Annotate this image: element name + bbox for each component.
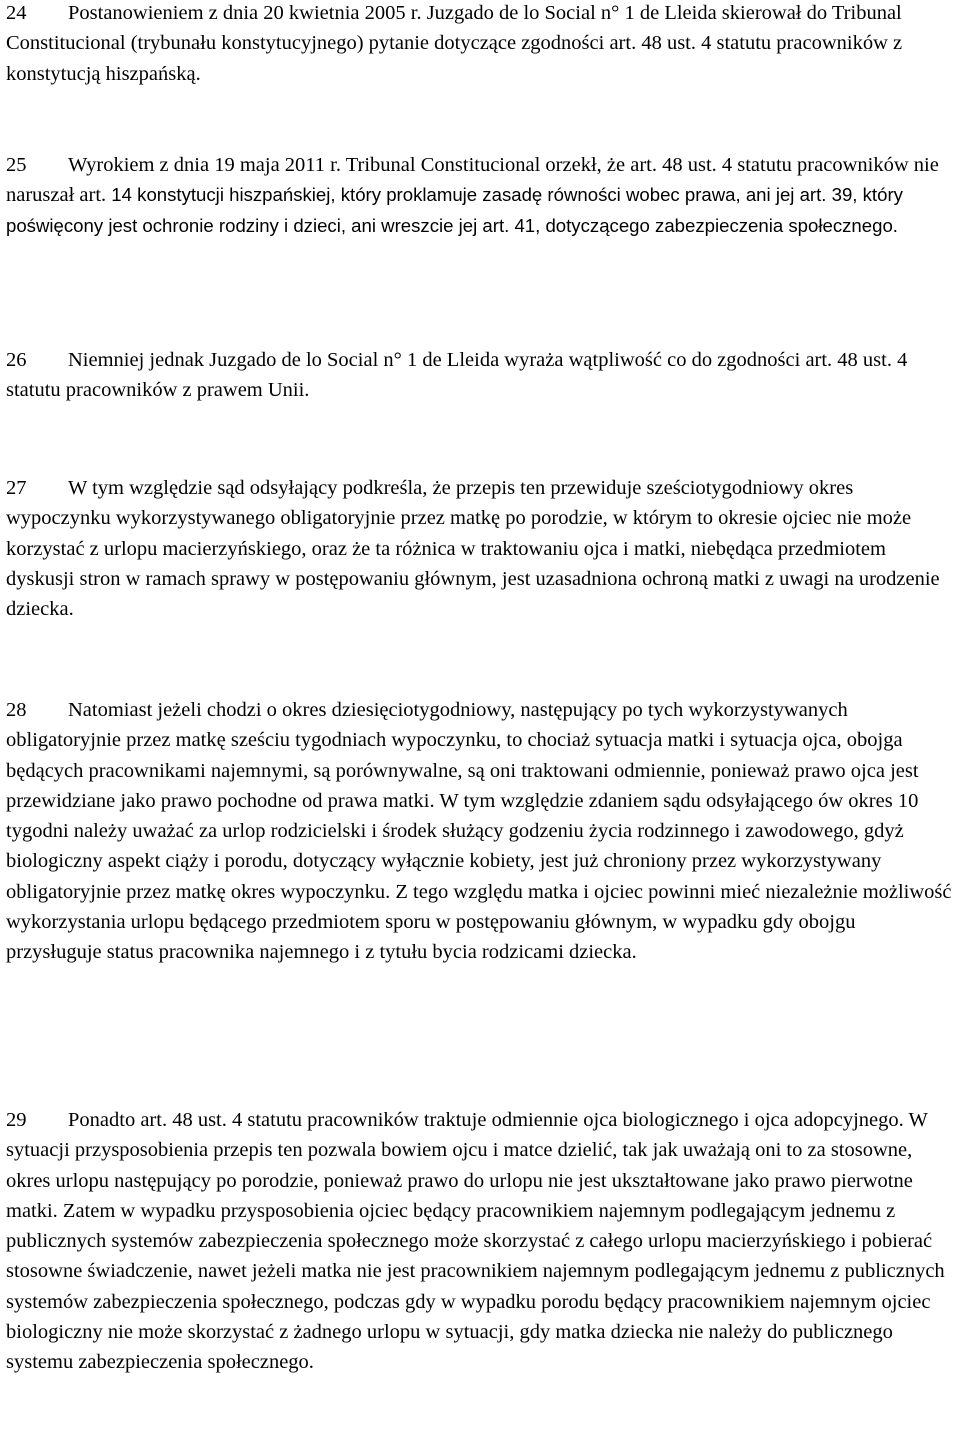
paragraph-text: Wyrokiem z dnia 19 maja 2011 r. Tribunal Constitucional orzekł, że art. 48 ust. 4 statutu pracowników nie naruszał art.: [6, 154, 939, 207]
paragraph-27: [6, 473, 956, 624]
paragraph-number: 26: [6, 349, 27, 371]
paragraph-number: 29: [6, 1109, 27, 1131]
paragraph-29: [6, 1105, 956, 1378]
paragraph-number: 27: [6, 477, 27, 499]
paragraph-26: [6, 345, 956, 406]
paragraph-number: 24: [6, 2, 27, 24]
paragraph-24: [6, 0, 956, 89]
paragraph-text: Postanowieniem z dnia 20 kwietnia 2005 r. Juzgado de lo Social n° 1 de Lleida skierował do Tribunal Constitucional (trybunału konstytucyjnego) pytanie dotyczące zgodności art. 48 ust. 4 statutu pracowników z konstytucją hiszpańską.: [6, 2, 903, 85]
paragraph-text: Natomiast jeżeli chodzi o okres dziesięciotygodniowy, następujący po tych wykorzystywanych obligatoryjnie przez matkę sześciu tygodniach wypoczynku, to chociaż sytuacja matki i sytuacja ojca, obojga będących pracownikami najemnymi, są porównywalne, są oni traktowani odmiennie, ponieważ prawo ojca jest przewidziane jako prawo pochodne od prawa matki. W tym względzie zdaniem sądu odsyłającego ów okres 10 tygodni należy uważać za urlop rodzicielski i środek służący godzeniu życia rodzinnego i zawodowego, gdyż biologiczny aspekt ciąży i porodu, dotyczący wyłącznie kobiety, jest już chroniony przez wykorzystywany obligatoryjnie przez matkę okres wypoczynku. Z tego względu matka i ojciec powinni mieć niezależnie możliwość wykorzystania urlopu będącego przedmiotem sporu w postępowaniu głównym, w wypadku gdy obojgu przysługuje status pracownika najemnego i z tytułu bycia rodzicami dziecka.: [6, 699, 952, 964]
paragraph-25: [6, 150, 956, 241]
paragraph-text-sans: 14 konstytucji hiszpańskiej, który proklamuje zasadę równości wobec prawa, ani jej art. 39, który poświęcony jest ochronie rodziny i dzieci, ani wreszcie jej art. 41, dotyczącego zabezpieczenia społecznego.: [6, 184, 903, 236]
paragraph-number: 28: [6, 699, 27, 721]
paragraph-text: Ponadto art. 48 ust. 4 statutu pracowników traktuje odmiennie ojca biologicznego i ojca adopcyjnego. W sytuacji przysposobienia przepis ten pozwala bowiem ojcu i matce dzielić, tak jak uważają oni to za stosowne, okres urlopu następujący po porodzie, ponieważ prawo do urlopu nie jest ukształtowane jako prawo pierwotne matki. Zatem w wypadku przysposobienia ojciec będący pracownikiem najemnym podlegającym jednemu z publicznych systemów zabezpieczenia społecznego może skorzystać z całego urlopu macierzyńskiego i pobierać stosowne świadczenie, nawet jeżeli matka nie jest pracownikiem najemnym podlegającym jednemu z publicznych systemów zabezpieczenia społecznego, podczas gdy w wypadku porodu będący pracownikiem najemnym ojciec biologiczny nie może skorzystać z żadnego urlopu w sytuacji, gdy matka dziecka nie należy do publicznego systemu zabezpieczenia społecznego.: [6, 1109, 945, 1374]
paragraph-28: [6, 695, 956, 968]
paragraph-text: W tym względzie sąd odsyłający podkreśla, że przepis ten przewiduje sześciotygodniowy okres wypoczynku wykorzystywanego obligatoryjnie przez matkę po porodzie, w którym to okresie ojciec nie może korzystać z urlopu macierzyńskiego, oraz że ta różnica w traktowaniu ojca i matki, niebędąca przedmiotem dyskusji stron w ramach sprawy w postępowaniu głównym, jest uzasadniona ochroną matki z uwagi na urodzenie dziecka.: [6, 477, 940, 621]
paragraph-number: 25: [6, 154, 27, 176]
paragraph-text: Niemniej jednak Juzgado de lo Social n° 1 de Lleida wyraża wątpliwość co do zgodności art. 48 ust. 4 statutu pracowników z prawem Unii.: [6, 349, 908, 402]
